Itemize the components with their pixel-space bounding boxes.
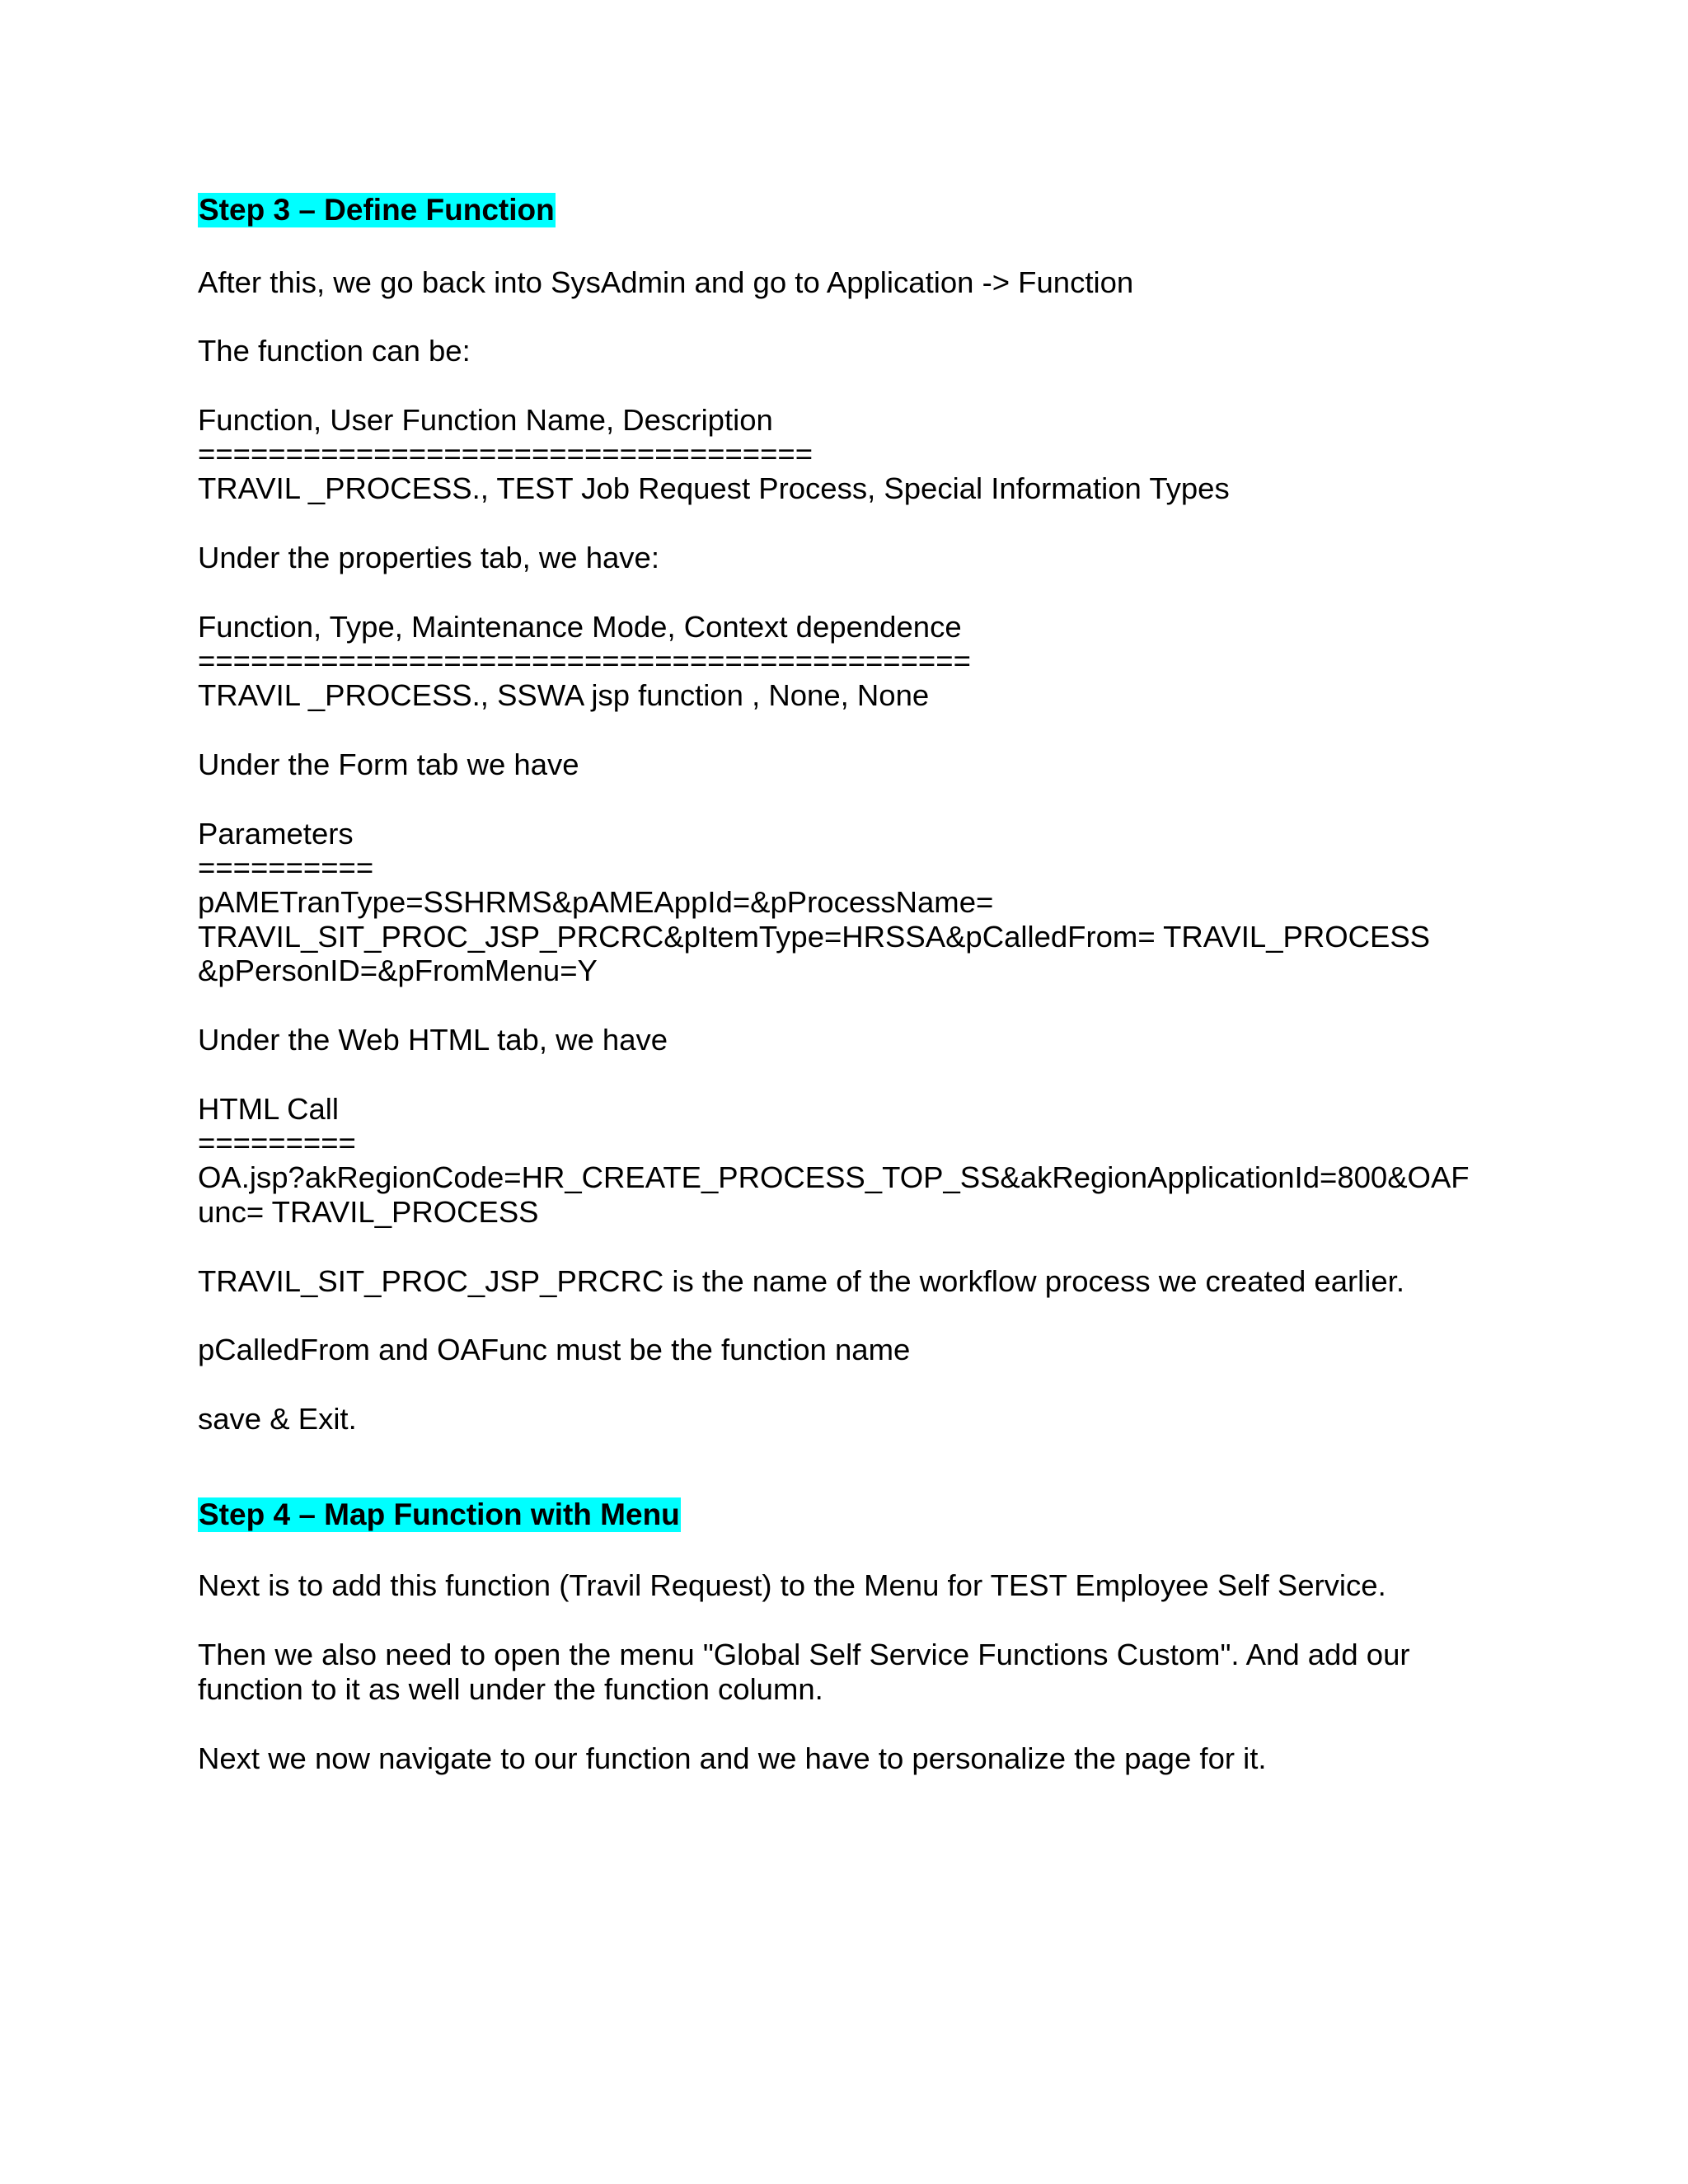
html-call-line-1: OA.jsp?akRegionCode=HR_CREATE_PROCESS_TOP_SS&akRegionApplicationId=800&OAF <box>198 1160 1470 1194</box>
step3-intro: After this, we go back into SysAdmin and go to Application -> Function <box>198 265 1134 299</box>
params-line-1: pAMETranType=SSHRMS&pAMEAppId=&pProcessName= <box>198 885 994 919</box>
table1-row: TRAVIL _PROCESS., TEST Job Request Process, Special Information Types <box>198 471 1230 505</box>
workflow-note: TRAVIL_SIT_PROC_JSP_PRCRC is the name of the workflow process we created earlier. <box>198 1264 1404 1298</box>
step4-para-1: Next is to add this function (Travil Request) to the Menu for TEST Employee Self Service. <box>198 1568 1386 1602</box>
table2-rule: ============================================ <box>198 644 971 677</box>
properties-intro: Under the properties tab, we have: <box>198 541 659 574</box>
function-can-be: The function can be: <box>198 334 471 368</box>
step4-para-3: Next we now navigate to our function and we have to personalize the page for it. <box>198 1741 1267 1775</box>
table1-header: Function, User Function Name, Description <box>198 403 773 437</box>
params-line-3: &pPersonID=&pFromMenu=Y <box>198 954 598 987</box>
step4-para-2-line-1: Then we also need to open the menu "Global Self Service Functions Custom". And add our <box>198 1638 1410 1671</box>
table2-header: Function, Type, Maintenance Mode, Context dependence <box>198 610 962 644</box>
params-label: Parameters <box>198 817 354 851</box>
table1-rule: =================================== <box>198 437 814 471</box>
save-exit: save & Exit. <box>198 1402 357 1436</box>
called-from-note: pCalledFrom and OAFunc must be the function name <box>198 1333 911 1366</box>
html-call-label: HTML Call <box>198 1092 340 1126</box>
form-intro: Under the Form tab we have <box>198 748 579 781</box>
table2-row: TRAVIL _PROCESS., SSWA jsp function , None, None <box>198 678 930 712</box>
html-call-rule: ========= <box>198 1126 356 1160</box>
params-rule: ========== <box>198 851 374 884</box>
step4-heading: Step 4 – Map Function with Menu <box>199 1497 680 1531</box>
step4-para-2-line-2: function to it as well under the function column. <box>198 1672 823 1706</box>
step3-heading: Step 3 – Define Function <box>199 193 555 227</box>
web-html-intro: Under the Web HTML tab, we have <box>198 1023 668 1057</box>
html-call-line-2: unc= TRAVIL_PROCESS <box>198 1195 539 1229</box>
params-line-2: TRAVIL_SIT_PROC_JSP_PRCRC&pItemType=HRSSA&pCalledFrom= TRAVIL_PROCESS <box>198 920 1431 954</box>
